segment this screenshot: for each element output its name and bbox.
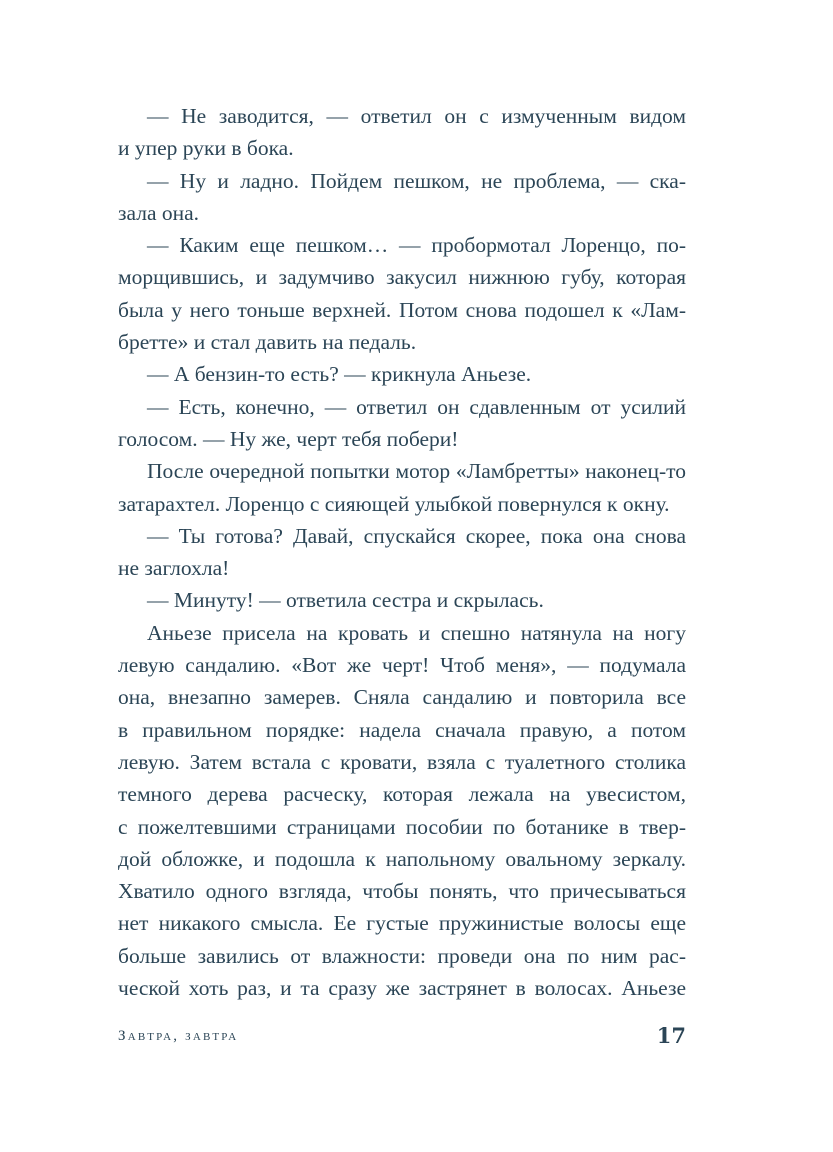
text-line: она, внезапно замерев. Сняла сандалию и повторила все [118, 685, 686, 710]
text-line: Хватило одного взгляда, чтобы понять, что причесываться [118, 879, 686, 904]
text-line: зала она. [118, 200, 200, 225]
text-line: — Каким еще пешком… — пробормотал Лоренцо, по- [147, 233, 686, 258]
text-line: голосом. — Ну же, черт тебя побери! [118, 426, 459, 451]
text-line: ческой хоть раз, и та сразу же застрянет в волосах. Аньезе [118, 976, 686, 1001]
text-line: не заглохла! [118, 556, 230, 581]
text-line: затарахтел. Лоренцо с сияющей улыбкой повернулся к окну. [118, 491, 670, 516]
text-line: темного дерева расческу, которая лежала на увесистом, [118, 782, 686, 807]
text-line: — Ну и ладно. Пойдем пешком, не проблема, — ска- [147, 168, 686, 193]
text-line: — Ты готова? Давай, спускайся скорее, пока она снова [147, 523, 686, 548]
text-line: дой обложке, и подошла к напольному овальному зеркалу. [118, 846, 686, 871]
text-line: нет никакого смысла. Ее густые пружинистые волосы еще [118, 911, 686, 936]
text-line: была у него тоньше верхней. Потом снова подошел к «Лам- [118, 297, 686, 322]
text-line: бретте» и стал давить на педаль. [118, 330, 417, 355]
text-line: Аньезе присела на кровать и спешно натянула на ногу [147, 620, 686, 645]
text-line: и упер руки в бока. [118, 136, 294, 161]
text-line: левую сандалию. «Вот же черт! Чтоб меня», — подумала [118, 653, 686, 678]
text-line: с пожелтевшими страницами пособии по ботанике в твер- [118, 814, 686, 839]
text-line: — Минуту! — ответила сестра и скрылась. [147, 588, 544, 613]
text-line: — Есть, конечно, — ответил он сдавленным от усилий [147, 394, 686, 419]
text-line: в правильном порядке: надела сначала правую, а потом [118, 717, 686, 742]
text-line: После очередной попытки мотор «Ламбретты» наконец-то [147, 459, 686, 484]
text-line: левую. Затем встала с кровати, взяла с туалетного столика [118, 749, 686, 774]
text-line: — Не заводится, — ответил он с измученным видом [147, 104, 686, 128]
text-line: — А бензин-то есть? — крикнула Аньезе. [147, 362, 532, 387]
body-text [118, 100, 686, 1004]
running-footer-title: Завтра, завтра [118, 1028, 239, 1044]
text-line: больше завились от влажности: проведи она по ним рас- [118, 943, 686, 968]
text-line: морщившись, и задумчиво закусил нижнюю губу, которая [118, 265, 686, 290]
page-number: 17 [656, 1023, 686, 1048]
